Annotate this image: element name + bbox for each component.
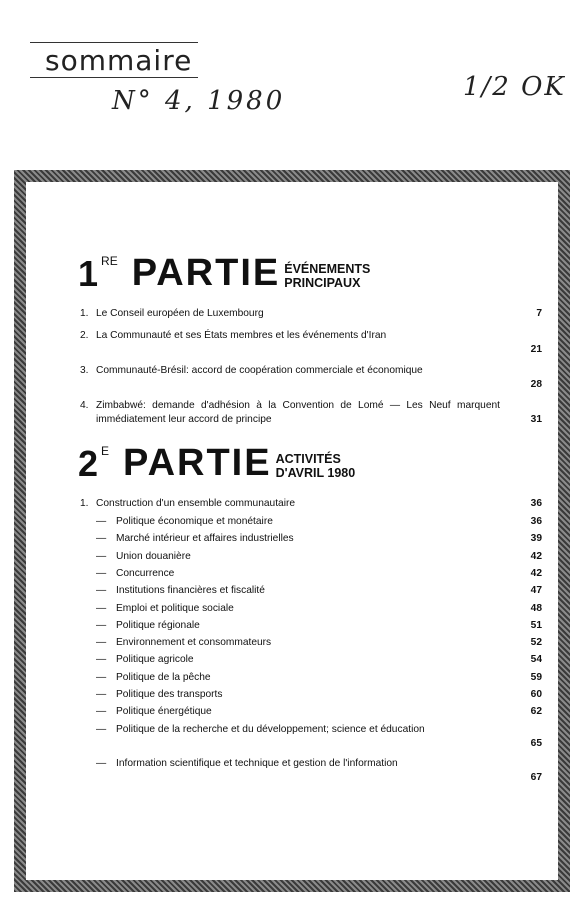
- toc-subentry-page: 39: [530, 533, 542, 545]
- toc-dash: —: [96, 550, 107, 562]
- toc-subentry-text: Concurrence: [116, 567, 175, 579]
- toc-subentry: [96, 757, 542, 785]
- contents-panel: [26, 182, 558, 880]
- toc-subentry-text: Politique régionale: [116, 619, 200, 631]
- part1-word: PARTIE: [131, 252, 281, 294]
- toc-dash: —: [96, 567, 107, 579]
- toc-entry-page: 31: [530, 414, 542, 425]
- toc-dash: —: [96, 723, 107, 735]
- toc-subentry: [96, 723, 542, 751]
- toc-subentry-page: 54: [530, 654, 542, 666]
- toc-subentry-text: Politique économique et monétaire: [116, 516, 273, 527]
- toc-dash: —: [96, 516, 107, 527]
- part2-subtitle-line1: ACTIVITÉS: [275, 452, 341, 466]
- toc-entry-page: 21: [530, 344, 542, 355]
- toc-subentry: [96, 602, 542, 616]
- toc-dash: —: [96, 619, 107, 631]
- toc-entry-text: Le Conseil européen de Luxembourg: [96, 308, 264, 319]
- toc-subentry-text: Information scientifique et technique et gestion de l'information: [116, 757, 398, 769]
- toc-subentry: [96, 515, 542, 529]
- toc-entry-page: 36: [530, 498, 542, 509]
- toc-subentry-text: Union douanière: [116, 550, 191, 562]
- toc-subentry-text: Politique de la pêche: [116, 671, 211, 683]
- toc-dash: —: [96, 637, 107, 649]
- toc-subentry: [96, 567, 542, 581]
- toc-entry: [80, 307, 542, 321]
- toc-subentry-page: 36: [530, 516, 542, 527]
- toc-entry-text: Zimbabwé: demande d'adhésion à la Convention de Lomé — Les Neuf marquent immédiatement leur accord de principe: [96, 400, 500, 425]
- toc-subentry: [96, 619, 542, 633]
- toc-subentry-page: 65: [530, 737, 542, 749]
- toc-subentry-page: 60: [530, 689, 542, 700]
- toc-dash: —: [96, 689, 107, 700]
- toc-entry: [80, 364, 542, 392]
- part2-superscript: E: [101, 444, 110, 458]
- toc-subentry-page: 48: [530, 602, 542, 614]
- toc-subentry: [96, 550, 542, 564]
- part1-heading: [78, 254, 370, 292]
- toc-subentry-page: 42: [530, 567, 542, 579]
- toc-entry-number: 1.: [80, 308, 89, 319]
- toc-entry-page: 28: [530, 379, 542, 390]
- toc-subentry: [96, 653, 542, 667]
- part1-superscript: RE: [101, 254, 118, 268]
- part1-subtitle: [284, 262, 370, 290]
- toc-subentry-page: 59: [530, 671, 542, 683]
- toc-subentry-page: 47: [530, 585, 542, 597]
- toc-entry-text: Communauté-Brésil: accord de coopération commerciale et économique: [96, 365, 423, 376]
- header-rule-bottom: [30, 77, 198, 78]
- toc-dash: —: [96, 602, 107, 614]
- contents-frame: [14, 170, 570, 892]
- toc-subentry: [96, 688, 542, 702]
- toc-subentry: [96, 705, 542, 719]
- toc-entry-text: Construction d'un ensemble communautaire: [96, 498, 296, 509]
- handwritten-ok-note: 1/2 OK: [463, 72, 566, 102]
- part2-word: PARTIE: [123, 442, 272, 484]
- toc-subentry-text: Emploi et politique sociale: [116, 602, 234, 614]
- toc-subentry: [96, 584, 542, 598]
- toc-subentry-text: Politique agricole: [116, 654, 194, 666]
- toc-entry-text: La Communauté et ses États membres et les événements d'Iran: [96, 330, 387, 341]
- part1-subtitle-line2: PRINCIPAUX: [284, 276, 361, 290]
- toc-entry-number: 1.: [80, 498, 89, 509]
- part2-number: 2: [78, 443, 99, 484]
- page-title: sommaire: [45, 44, 193, 77]
- part2-subtitle-line2: D'AVRIL 1980: [275, 466, 356, 480]
- header-rule-top: [30, 42, 198, 43]
- toc-subentry: [96, 671, 542, 685]
- toc-entry-page: 7: [536, 308, 542, 319]
- toc-entry: [80, 497, 542, 511]
- handwritten-issue-note: N° 4, 1980: [112, 86, 286, 116]
- toc-subentry-page: 52: [530, 637, 542, 649]
- toc-subentry: [96, 636, 542, 650]
- toc-subentry-page: 51: [530, 619, 542, 631]
- part2-heading: [78, 444, 355, 482]
- toc-dash: —: [96, 533, 107, 545]
- part1-number: 1: [78, 253, 99, 294]
- toc-subentry-text: Environnement et consommateurs: [116, 637, 272, 649]
- toc-dash: —: [96, 654, 107, 666]
- toc-subentry-page: 42: [530, 550, 542, 562]
- toc-entry: [80, 329, 542, 357]
- toc-dash: —: [96, 585, 107, 597]
- toc-subentry-text: Politique énergétique: [116, 706, 212, 718]
- toc-dash: —: [96, 757, 107, 769]
- toc-entry-number: 2.: [80, 330, 89, 341]
- part2-subtitle: [276, 452, 356, 480]
- toc-subentry-page: 62: [530, 706, 542, 718]
- toc-entry: [80, 399, 542, 427]
- part1-subtitle-line1: ÉVÉNEMENTS: [284, 262, 371, 276]
- toc-subentry-text: Politique des transports: [116, 689, 223, 700]
- toc-subentry-text: Politique de la recherche et du développement; science et éducation: [116, 723, 425, 735]
- toc-entry-number: 3.: [80, 365, 89, 376]
- toc-subentry-text: Institutions financières et fiscalité: [116, 585, 265, 597]
- toc-subentry: [96, 532, 542, 546]
- toc-dash: —: [96, 671, 107, 683]
- toc-subentry-text: Marché intérieur et affaires industrielles: [116, 533, 294, 545]
- toc-dash: —: [96, 706, 107, 718]
- toc-subentry-page: 67: [530, 771, 542, 783]
- toc-entry-number: 4.: [80, 400, 89, 411]
